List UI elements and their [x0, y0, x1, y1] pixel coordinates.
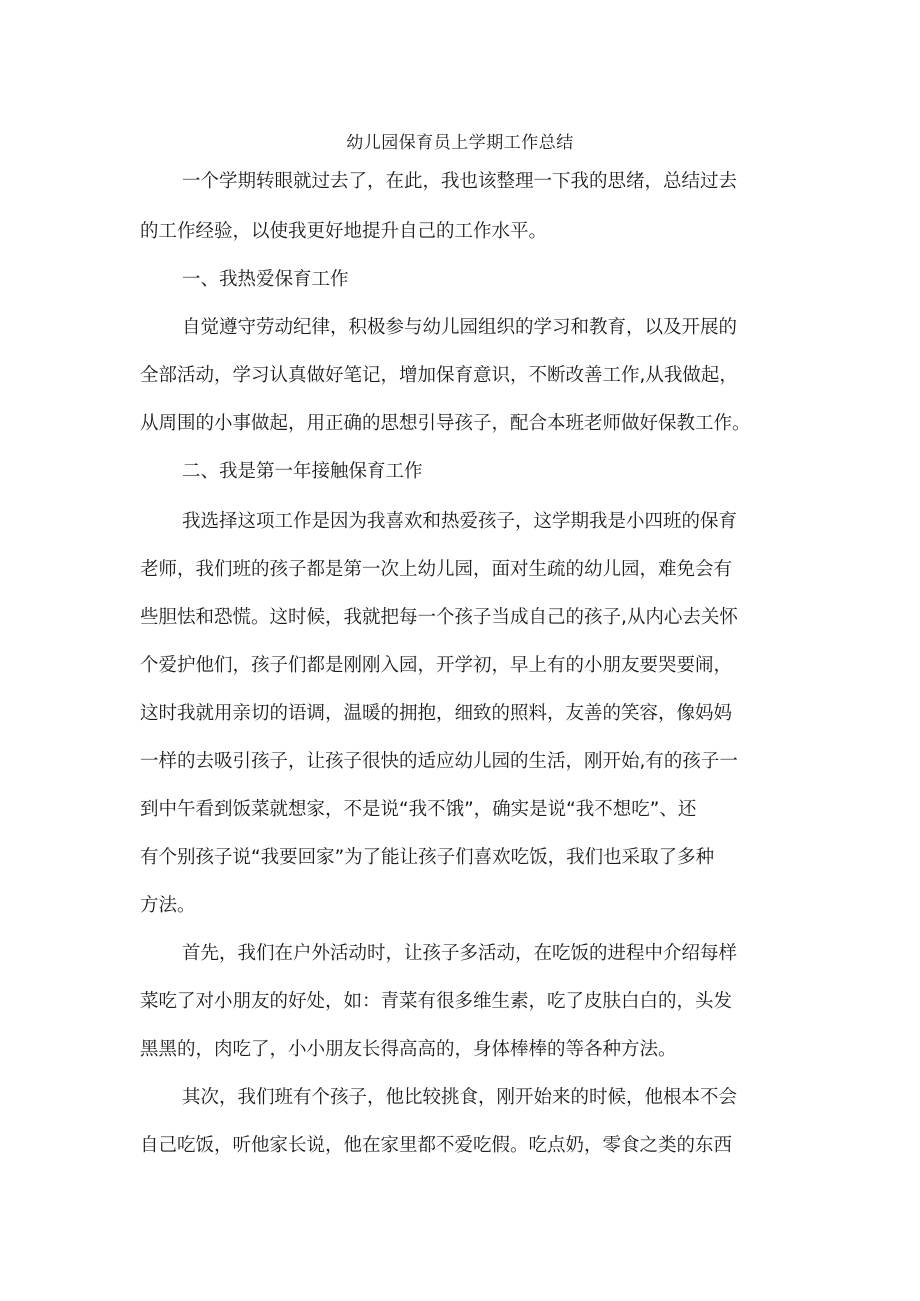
paragraph-line: 首先，我们在户外活动时，让孩子多活动，在吃饭的进程中介绍每样	[182, 943, 738, 964]
paragraph-line: 的工作经验，以使我更好地提升自己的工作水平。	[140, 221, 548, 242]
paragraph-line: 黑黑的，肉吃了，小小朋友长得高高的，身体棒棒的等各种方法。	[140, 1039, 677, 1060]
paragraph-line: 从周围的小事做起，用正确的思想引导孩子，配合本班老师做好保教工作。	[140, 413, 751, 434]
paragraph-line: 些胆怯和恐慌。这时候，我就把每一个孩子当成自己的孩子,从内心去关怀	[140, 607, 738, 628]
paragraph-line: 老师，我们班的孩子都是第一次上幼儿园，面对生疏的幼儿园，难免会有	[140, 559, 733, 580]
paragraph-line: 其次，我们班有个孩子，他比较挑食，刚开始来的时候，他根本不会	[182, 1087, 738, 1108]
paragraph-line: 全部活动，学习认真做好笔记，增加保育意识，不断改善工作,从我做起，	[140, 365, 738, 386]
section-heading: 二、我是第一年接触保育工作	[182, 461, 423, 482]
paragraph-line: 自觉遵守劳动纪律，积极参与幼儿园组织的学习和教育，以及开展的	[182, 317, 738, 338]
section-heading: 一、我热爱保育工作	[182, 269, 349, 290]
document-title: 幼儿园保育员上学期工作总结	[346, 133, 574, 153]
paragraph-line: 有个别孩子说“我要回家”为了能让孩子们喜欢吃饭，我们也采取了多种	[140, 847, 715, 868]
paragraph-line: 菜吃了对小朋友的好处，如：青菜有很多维生素，吃了皮肤白白的，头发	[140, 991, 733, 1012]
paragraph-line: 一个学期转眼就过去了，在此，我也该整理一下我的思绪，总结过去	[182, 171, 738, 192]
paragraph-line: 到中午看到饭菜就想家，不是说“我不饿”，确实是说“我不想吃”、还	[140, 799, 697, 820]
paragraph-line: 自己吃饭，听他家长说，他在家里都不爱吃假。吃点奶，零食之类的东西	[140, 1135, 733, 1156]
paragraph-line: 我选择这项工作是因为我喜欢和热爱孩子，这学期我是小四班的保育	[182, 511, 738, 532]
paragraph-line: 方法。	[140, 895, 196, 916]
paragraph-line: 一样的去吸引孩子，让孩子很快的适应幼儿园的生活，刚开始,有的孩子一	[140, 751, 738, 772]
paragraph-line: 这时我就用亲切的语调，温暖的拥抱，细致的照料，友善的笑容，像妈妈	[140, 703, 733, 724]
paragraph-line: 个爱护他们，孩子们都是刚刚入园，开学初，早上有的小朋友要哭要闹，	[140, 655, 733, 676]
